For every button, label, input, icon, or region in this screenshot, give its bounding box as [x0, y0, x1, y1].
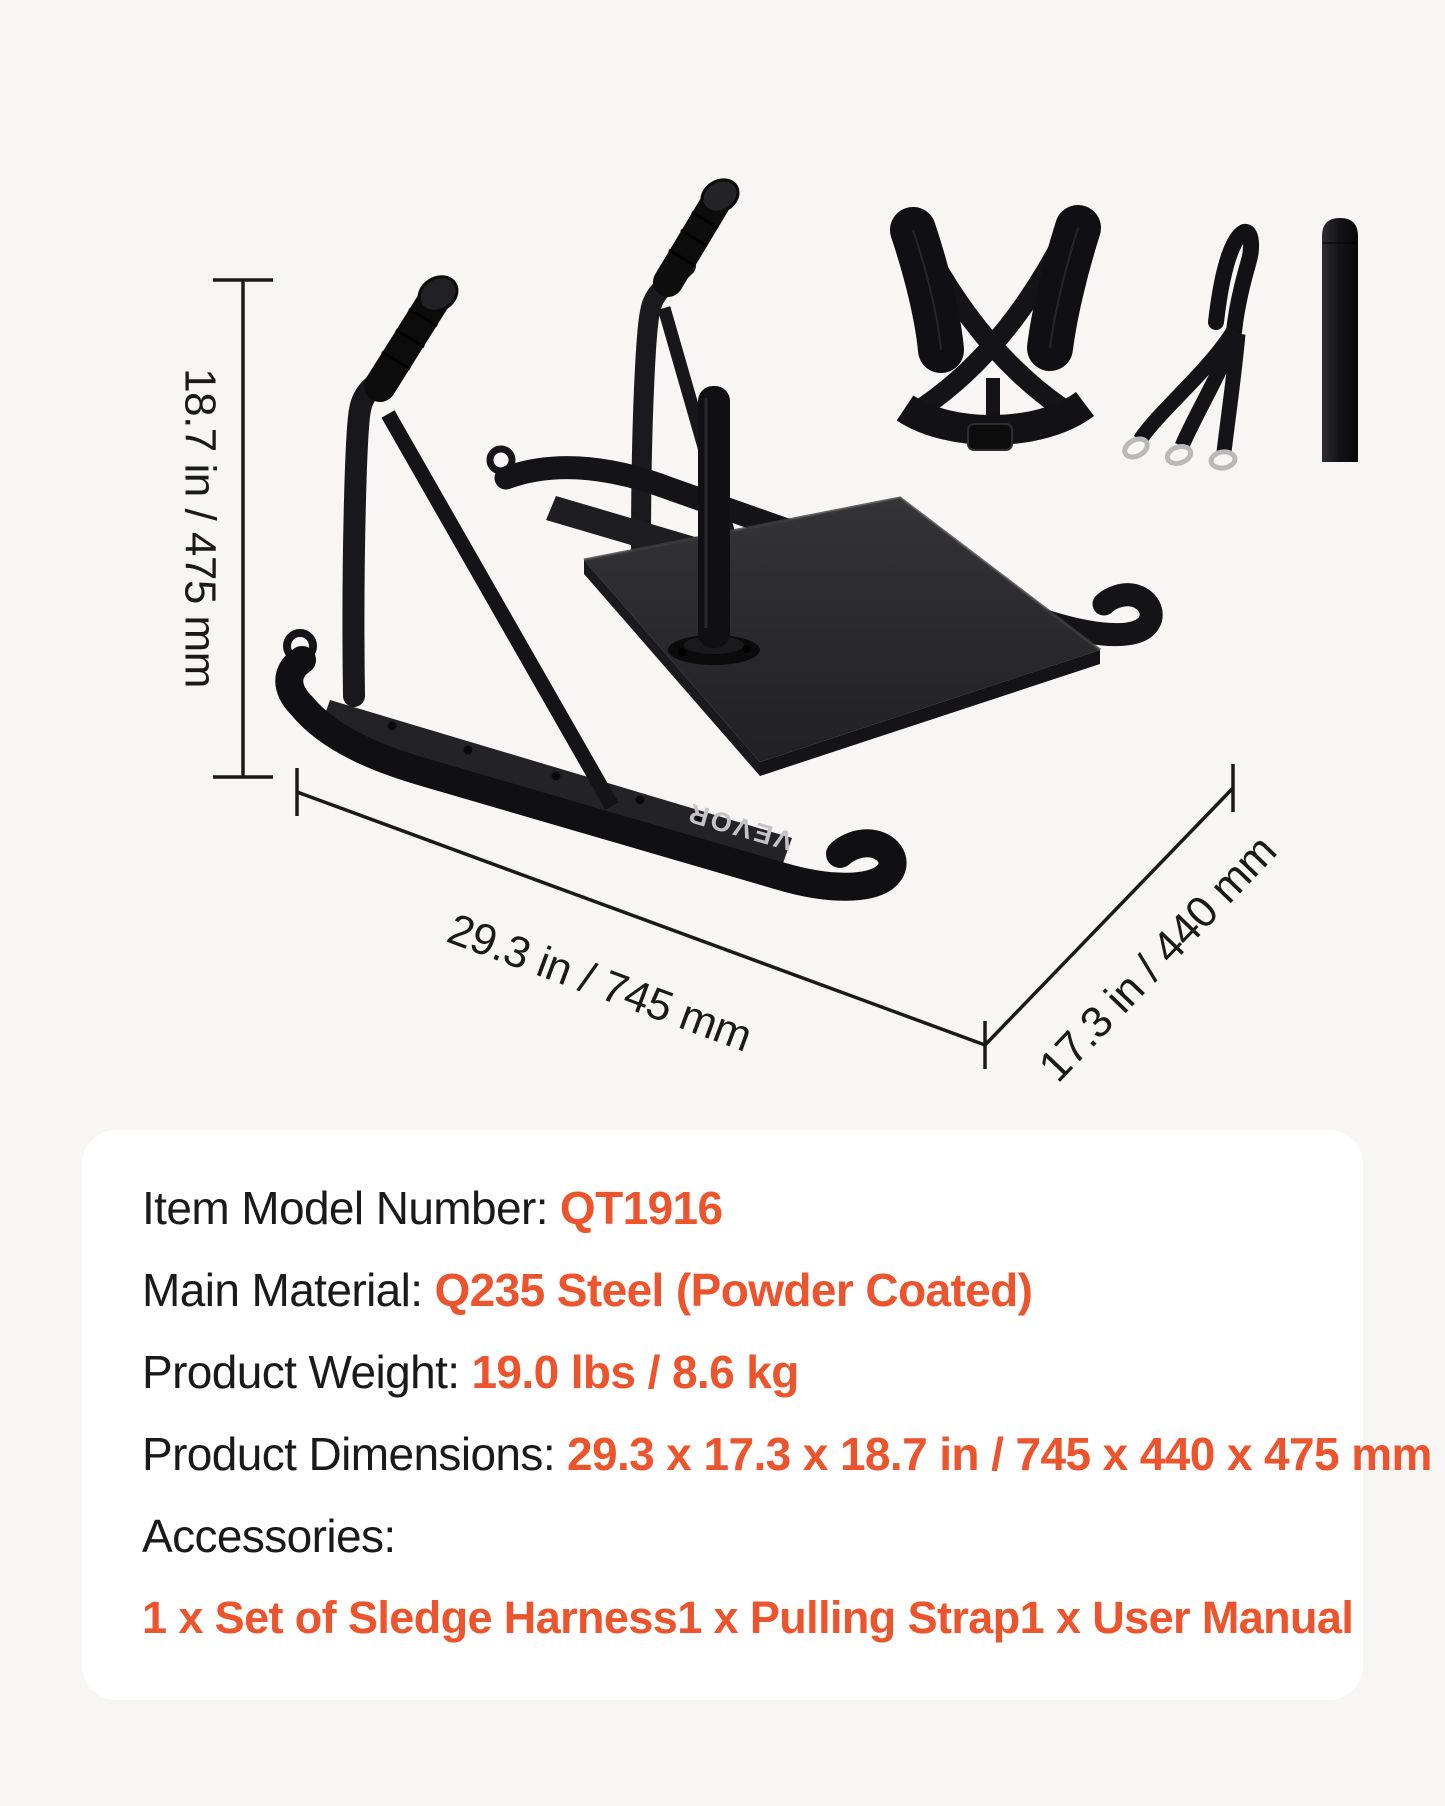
spec-row-dimensions	[142, 1428, 1432, 1480]
accessory-item-user-manual: 1 x User Manual	[1019, 1592, 1354, 1643]
harness-illustration	[905, 228, 1085, 450]
strap-top-loop	[1216, 232, 1251, 332]
post-tube	[698, 386, 730, 648]
spec-label: Accessories:	[142, 1510, 396, 1562]
spec-value: 29.3 x 17.3 x 18.7 in / 745 x 440 x 475 mm	[567, 1428, 1432, 1480]
spec-card	[82, 1130, 1432, 1700]
vevor-logo: VEVOR	[682, 797, 797, 857]
spec-label: Main Material:	[142, 1264, 423, 1316]
spec-label: Product Dimensions:	[142, 1428, 555, 1480]
length-dimension-label: 29.3 in / 745 mm	[441, 904, 759, 1062]
near-grip	[380, 300, 434, 386]
spec-label: Item Model Number:	[142, 1182, 548, 1234]
harness-shoulder-pad-left	[913, 230, 941, 350]
spec-value: QT1916	[559, 1182, 723, 1234]
harness-shoulder-pad-right	[1050, 228, 1078, 348]
pulling-strap-illustration	[1122, 232, 1251, 470]
spec-row-weight	[142, 1346, 1303, 1398]
spec-value: 19.0 lbs / 8.6 kg	[471, 1346, 799, 1398]
post-tube-illustration	[1322, 218, 1358, 462]
spec-row-accessories-heading	[142, 1510, 1303, 1562]
spec-row-material	[142, 1264, 1303, 1316]
spec-label: Product Weight:	[142, 1346, 460, 1398]
accessory-item-pulling-strap: 1 x Pulling Strap	[677, 1592, 1020, 1643]
sled-illustration	[287, 173, 1151, 886]
height-dimension-label: 18.7 in / 475 mm	[175, 368, 225, 688]
far-grip	[668, 202, 716, 282]
harness-buckle	[968, 424, 1012, 450]
width-dimension-label: 17.3 in / 440 mm	[1029, 826, 1286, 1092]
spec-row-model	[142, 1182, 1303, 1234]
spec-value: Q235 Steel (Powder Coated)	[434, 1264, 1033, 1316]
accessory-item-harness: 1 x Set of Sledge Harness	[142, 1592, 678, 1643]
accessories-list	[142, 1592, 1354, 1644]
